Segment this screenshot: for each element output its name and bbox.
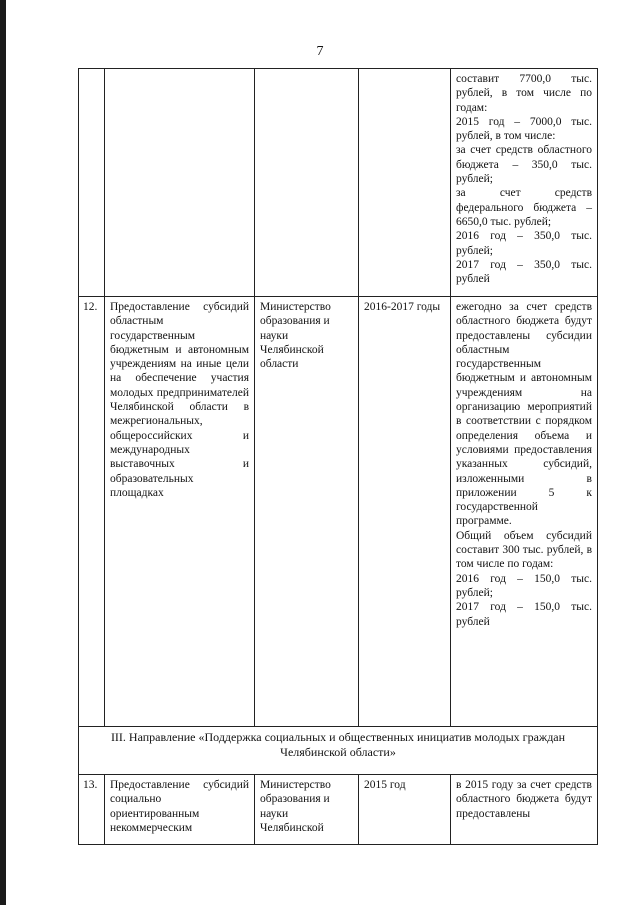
row-period: 2015 год bbox=[359, 775, 451, 845]
result-line: 2015 год – 7000,0 тыс. рублей, в том числе: bbox=[456, 115, 592, 143]
program-table bbox=[78, 68, 598, 845]
row-result bbox=[451, 69, 598, 297]
row-measure-name: Предоставление субсидий областным государственным бюджетным и автономным учреждениям на иные цели на обеспечение участия молодых предпринимателей Челябинской области в межрегиональных, общероссийских и международных выставочных и образовательных площадках bbox=[105, 297, 255, 727]
result-line: 2017 год – 350,0 тыс. рублей bbox=[456, 258, 592, 286]
result-line: за счет средств областного бюджета – 350,0 тыс. рублей; bbox=[456, 144, 592, 186]
scan-edge bbox=[0, 0, 6, 905]
page-number: 7 bbox=[316, 44, 324, 59]
row-executor: Министерство образования и науки Челябинской bbox=[255, 775, 359, 845]
row-executor bbox=[255, 69, 359, 297]
row-result bbox=[451, 775, 598, 845]
row-period: 2016-2017 годы bbox=[359, 297, 451, 727]
result-line: Общий объем субсидий составит 300 тыс. рублей, в том числе по годам: bbox=[456, 529, 592, 571]
section-heading: III. Направление «Поддержка социальных и общественных инициатив молодых граждан Челябинской области» bbox=[79, 727, 598, 775]
table-row bbox=[79, 297, 598, 727]
row-number: 13. bbox=[79, 775, 105, 845]
row-number: 12. bbox=[79, 297, 105, 727]
result-line: 2016 год – 350,0 тыс. рублей; bbox=[456, 230, 592, 257]
row-number bbox=[79, 69, 105, 297]
result-line: ежегодно за счет средств областного бюджета будут предоставлены субсидии областным государственным бюджетным и автономным учреждениям на организацию мероприятий в соответствии с порядком определения объема и условиями предоставления указанных субсидий, изложенными в приложении 5 к государственной программе. bbox=[456, 301, 592, 528]
result-line: в 2015 году за счет средств областного бюджета будут предоставлены bbox=[456, 779, 592, 820]
row-measure-name bbox=[105, 69, 255, 297]
section-heading-row bbox=[79, 727, 598, 775]
result-line: за счет средств федерального бюджета – 6650,0 тыс. рублей; bbox=[456, 187, 592, 228]
table-row bbox=[79, 69, 598, 297]
table-row bbox=[79, 775, 598, 845]
result-line: составит 7700,0 тыс. рублей, в том числе по годам: bbox=[456, 73, 592, 114]
row-result bbox=[451, 297, 598, 727]
row-executor: Министерство образования и науки Челябинской области bbox=[255, 297, 359, 727]
row-period bbox=[359, 69, 451, 297]
result-line: 2017 год – 150,0 тыс. рублей bbox=[456, 601, 592, 628]
result-line: 2016 год – 150,0 тыс. рублей; bbox=[456, 572, 592, 599]
row-measure-name: Предоставление субсидий социально ориентированным некоммерческим bbox=[105, 775, 255, 845]
